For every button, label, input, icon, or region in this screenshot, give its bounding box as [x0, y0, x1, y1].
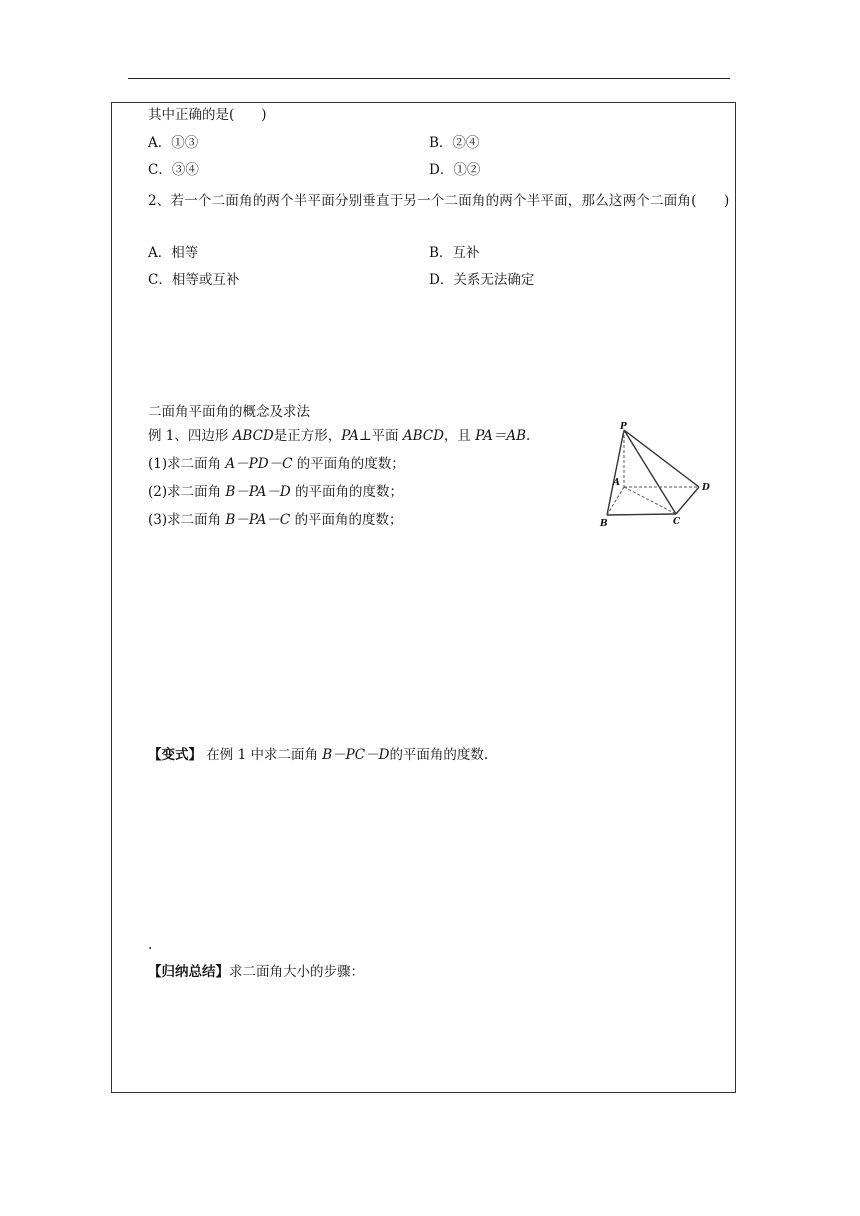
content-frame: [111, 102, 736, 1093]
q2-stem: 2、若一个二面角的两个半平面分别垂直于另一个二面角的两个半平面，那么这两个二面角( ): [148, 193, 730, 209]
q1-option-a: A．①③: [148, 135, 199, 151]
section-title: 二面角平面角的概念及求法: [148, 404, 310, 420]
part-2-tail: 的平面角的度数；: [295, 484, 404, 500]
example-is-square: 是正方形，: [273, 428, 342, 444]
pyramid-figure: [594, 420, 719, 532]
example-pa-eq-ab: PA＝AB.: [475, 428, 531, 444]
edge-pd: [624, 430, 699, 487]
stray-dot: .: [148, 937, 153, 953]
example-pa: PA: [341, 428, 359, 444]
q1-option-c: C．③④: [148, 162, 199, 178]
q2-option-c: C．相等或互补: [148, 272, 240, 288]
summary-line: [148, 963, 364, 981]
example-part-1: [148, 455, 405, 473]
example-part-2: [148, 483, 403, 501]
part-1-expr: A－PD－C: [225, 456, 293, 472]
label-d: D: [702, 483, 710, 493]
label-c: C: [673, 517, 681, 527]
example-and: ，且: [443, 428, 471, 444]
label-p: P: [620, 422, 627, 432]
part-3-num: (3)求二面角: [148, 512, 222, 528]
variant-text-1: 在例 1 中求二面角: [206, 747, 318, 763]
example-perp-plane: ⊥平面: [358, 428, 399, 444]
part-1-tail: 的平面角的度数；: [296, 456, 405, 472]
q2-option-b: B．互补: [429, 245, 480, 261]
edge-cd: [676, 487, 699, 514]
q2-option-a: A．相等: [148, 245, 199, 261]
variant-tag: 【变式】: [148, 747, 202, 763]
summary-tag: 【归纳总结】: [148, 964, 229, 980]
summary-text: 求二面角大小的步骤：: [229, 964, 364, 980]
q1-option-d: D．①②: [429, 162, 481, 178]
q1-stem: 其中正确的是( ): [148, 107, 267, 123]
example-part-3: [148, 511, 403, 529]
part-3-expr: B－PA－C: [225, 512, 291, 528]
edge-bc: [607, 514, 676, 515]
example-abcd: ABCD: [232, 428, 274, 444]
variant-expr: B－PC－D: [322, 747, 390, 763]
example-statement: [148, 427, 530, 445]
part-1-num: (1)求二面角: [148, 456, 222, 472]
example-abcd-2: ABCD: [402, 428, 444, 444]
part-2-expr: B－PA－D: [225, 484, 291, 500]
variant-text-2: 的平面角的度数.: [389, 747, 489, 763]
variant-line: [148, 746, 488, 764]
edge-pb: [607, 430, 624, 515]
q2-option-d: D．关系无法确定: [429, 272, 535, 288]
label-a: A: [613, 478, 620, 488]
edge-pc: [624, 430, 676, 514]
q1-option-b: B．②④: [429, 135, 480, 151]
part-3-tail: 的平面角的度数；: [294, 512, 403, 528]
label-b: B: [600, 519, 608, 529]
header-rule: [128, 78, 730, 79]
part-2-num: (2)求二面角: [148, 484, 222, 500]
example-intro: 例 1、四边形: [148, 428, 229, 444]
